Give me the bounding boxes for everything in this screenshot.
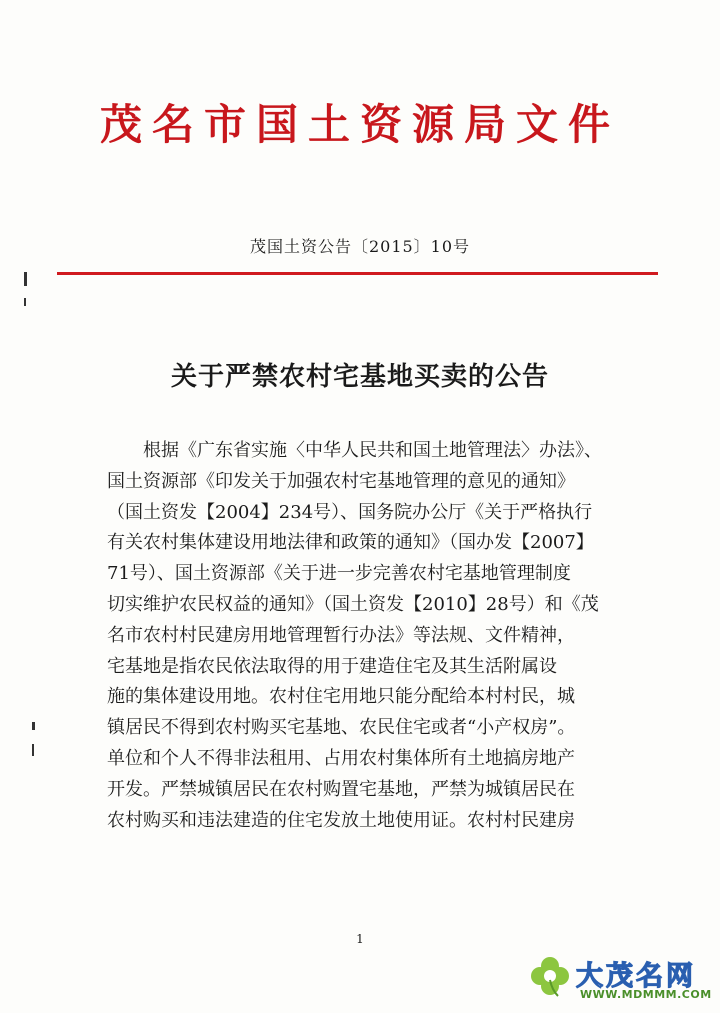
body-line: 国土资源部《印发关于加强农村宅基地管理的意见的通知》: [107, 470, 575, 492]
binding-mark: [24, 298, 26, 306]
binding-mark: [24, 272, 27, 286]
body-line: 宅基地是指农民依法取得的用于建造住宅及其生活附属设: [107, 655, 557, 677]
body-line: 名市农村村民建房用地管理暂行办法》等法规、文件精神，: [107, 624, 575, 646]
binding-mark: [32, 722, 35, 730]
watermark-site-name: 大茂名网: [576, 961, 696, 992]
document-number: 茂国土资公告〔2015〕10号: [249, 237, 471, 256]
clover-logo-icon: [528, 954, 572, 998]
body-line: 有关农村集体建设用地法律和政策的通知》（国办发【2007】: [107, 532, 594, 554]
document-header-title: 茂名市国土资源局文件: [99, 100, 620, 149]
watermark-url: WWW.MDMMM.COM: [580, 988, 712, 1001]
body-line: 施的集体建设用地。农村住宅用地只能分配给本村村民，城: [107, 686, 575, 708]
page-number: 1: [356, 932, 364, 946]
body-line: 农村购买和违法建造的住宅发放土地使用证。农村村民建房: [107, 809, 575, 831]
body-line: 71号）、国土资源部《关于进一步完善农村宅基地管理制度: [107, 563, 571, 585]
notice-body: [107, 436, 613, 836]
site-watermark: [528, 952, 714, 1006]
body-line: 单位和个人不得非法租用、占用农村集体所有土地搞房地产: [107, 747, 575, 769]
body-line: 切实维护农民权益的通知》（国土资发【2010】28号）和《茂: [107, 593, 599, 615]
body-line: （国土资发【2004】234号）、国务院办公厅《关于严格执行: [107, 501, 593, 523]
notice-title: 关于严禁农村宅基地买卖的公告: [170, 362, 549, 392]
body-line: 镇居民不得到农村购买宅基地、农民住宅或者“小产权房”。: [107, 717, 576, 739]
red-divider-line: [57, 272, 658, 275]
body-line: 根据《广东省实施〈中华人民共和国土地管理法〉办法》、: [143, 440, 602, 461]
body-line: 开发。严禁城镇居民在农村购置宅基地，严禁为城镇居民在: [107, 778, 575, 800]
binding-mark: [32, 744, 34, 756]
